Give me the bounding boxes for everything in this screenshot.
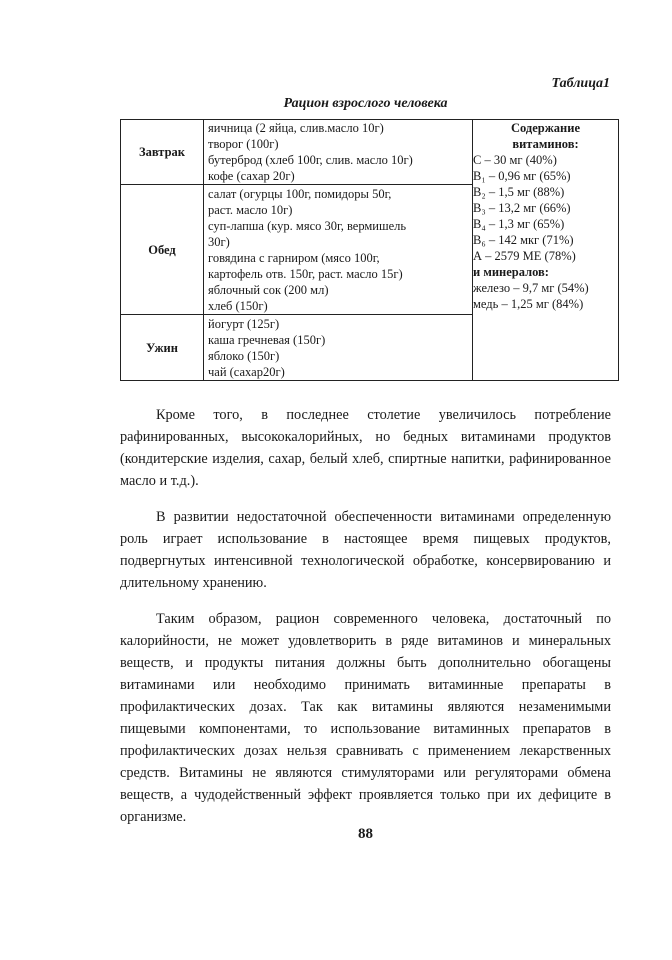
food-item: хлеб (150г) xyxy=(208,298,268,313)
food-item: кофе (сахар 20г) xyxy=(208,169,295,183)
food-item: суп-лапша (кур. мясо 30г, вермишель xyxy=(208,218,407,233)
meal-items-breakfast xyxy=(204,120,473,185)
page-number: 88 xyxy=(358,826,373,842)
meal-name-breakfast: Завтрак xyxy=(121,120,204,185)
mineral-line: железо – 9,7 мг (54%) xyxy=(473,281,589,295)
meal-name-dinner: Ужин xyxy=(121,315,204,381)
food-item: яичница (2 яйца, слив.масло 10г) xyxy=(208,121,384,135)
food-item: говядина с гарниром (мясо 100г, xyxy=(208,250,380,265)
food-item: йогурт (125г) xyxy=(208,316,280,331)
food-item: раст. масло 10г) xyxy=(208,202,293,217)
vitamin-header-line2: витаминов: xyxy=(512,137,579,151)
mineral-line: медь – 1,25 мг (84%) xyxy=(473,297,584,311)
food-item: яблоко (150г) xyxy=(208,348,280,363)
vitamin-line: А – 2579 МЕ (78%) xyxy=(473,249,576,263)
vitamin-line: В₂ – 1,5 мг (88%) xyxy=(473,185,565,199)
food-item: чай (сахар20г) xyxy=(208,364,285,379)
vitamin-line: С – 30 мг (40%) xyxy=(473,153,557,167)
meal-name-lunch: Обед xyxy=(121,185,204,315)
food-item: 30г) xyxy=(208,234,230,249)
table-number-label: Таблица1 xyxy=(551,76,610,91)
diet-table xyxy=(120,119,619,381)
paragraph: Кроме того, в последнее столетие увеличилось потребление рафинированных, высококалорийных, но бедных витаминами продуктов (кондитерские изделия, сахар, белый хлеб, спиртные напитки, рафинированное масло и т.д.). xyxy=(120,407,611,489)
vitamin-line: В₄ – 1,3 мг (65%) xyxy=(473,217,565,231)
body-text xyxy=(120,404,611,828)
table-title: Рацион взрослого человека xyxy=(283,96,448,111)
food-item: творог (100г) xyxy=(208,137,279,151)
vitamin-line: В₁ – 0,96 мг (65%) xyxy=(473,169,571,183)
meal-items-dinner xyxy=(204,315,473,381)
paragraph: В развитии недостаточной обеспеченности витаминами определенную роль играет использование в настоящее время пищевых продуктов, подвергнутых интенсивной технологической обработке, консервированию и длительному хранению. xyxy=(120,509,611,591)
table-row xyxy=(121,120,619,185)
food-item: картофель отв. 150г, раст. масло 15г) xyxy=(208,266,403,281)
food-item: каша гречневая (150г) xyxy=(208,332,326,347)
minerals-header: и минералов: xyxy=(473,265,549,279)
vitamin-header-line1: Содержание xyxy=(510,121,580,135)
meal-items-lunch xyxy=(204,185,473,315)
food-item: бутерброд (хлеб 100г, слив. масло 10г) xyxy=(208,153,413,167)
food-item: яблочный сок (200 мл) xyxy=(208,282,329,297)
vitamin-line: В₃ – 13,2 мг (66%) xyxy=(473,201,571,215)
vitamin-content-cell xyxy=(473,120,619,381)
vitamin-line: В₆ – 142 мкг (71%) xyxy=(473,233,574,247)
paragraph: Таким образом, рацион современного человека, достаточный по калорийности, не может удовлетворить в ряде витаминов и минеральных веществ, и продукты питания должны быть дополнительно обогащены витаминами или необходимо принимать витаминные препараты в профилактических дозах. Так как витамины являются незаменимыми пищевыми компонентами, то использование витаминных препаратов в профилактических дозах нельзя сравнивать с применением лекарственных средств. Витамины не являются стимуляторами или регуляторами обмена веществ, а чудодейственный эффект проявляется только при их дефиците в организме. xyxy=(120,611,611,825)
food-item: салат (огурцы 100г, помидоры 50г, xyxy=(208,186,392,201)
